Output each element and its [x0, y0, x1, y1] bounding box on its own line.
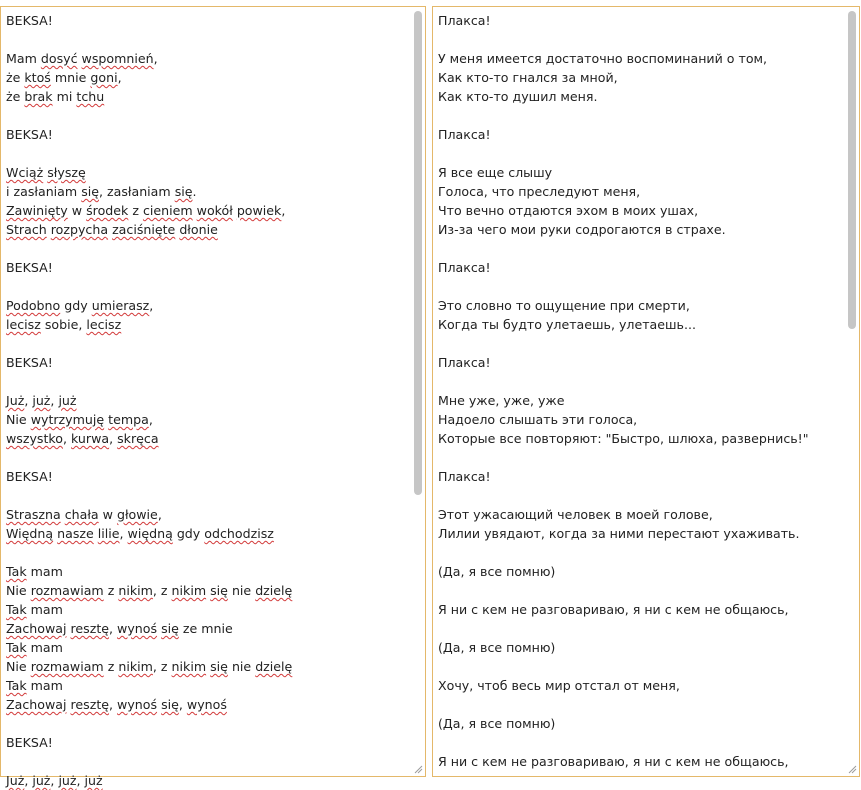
lyric-line: [438, 581, 843, 600]
lyric-line: Надоело слышать эти голоса,: [438, 412, 638, 427]
lyric-line: Я ни с кем не разговариваю, я ни с кем не общаюсь,: [438, 602, 789, 617]
lyric-line: Которые все повторяют: "Быстро, шлюха, развернись!": [438, 431, 809, 446]
lyric-line: lecisz sobie, lecisz: [6, 317, 122, 332]
lyric-line: [438, 619, 843, 638]
lyric-line: Этот ужасающий человек в моей голове,: [438, 507, 713, 522]
resize-grip-icon[interactable]: [413, 764, 423, 774]
lyric-line: BEKSA!: [6, 127, 53, 142]
lyric-line: [6, 106, 409, 125]
lyric-line: BEKSA!: [6, 469, 53, 484]
lyric-line: Лилии увядают, когда за ними перестают ухаживать.: [438, 526, 800, 541]
lyric-line: Плакса!: [438, 260, 491, 275]
lyric-line: Голоса, что преследуют меня,: [438, 184, 641, 199]
left-scrollbar-thumb[interactable]: [414, 11, 422, 495]
lyric-line: [6, 144, 409, 163]
lyric-line: Когда ты будто улетаешь, улетаешь...: [438, 317, 696, 332]
lyric-line: Я все еще слышу: [438, 165, 553, 180]
lyric-line: [438, 277, 843, 296]
lyric-line: Już, już, już: [6, 393, 77, 408]
lyric-line: [438, 30, 843, 49]
lyric-line: Zawinięty w środek z cieniem wokół powiek,: [6, 203, 286, 218]
lyric-line: Więdną nasze lilie, więdną gdy odchodzisz: [6, 526, 274, 541]
lyric-line: Zachowaj resztę, wynoś się, wynoś: [6, 697, 227, 712]
lyric-line: [6, 752, 409, 771]
lyric-line: Zachowaj resztę, wynoś się ze mnie: [6, 621, 233, 636]
lyric-line: Wciąż słyszę: [6, 165, 86, 180]
lyric-line: [438, 239, 843, 258]
lyric-line: [6, 30, 409, 49]
lyric-line: [6, 334, 409, 353]
lyric-line: [6, 543, 409, 562]
lyric-line: że brak mi tchu: [6, 89, 105, 104]
right-scrollbar-thumb[interactable]: [848, 11, 856, 329]
lyric-line: wszystko, kurwa, skręca: [6, 431, 159, 446]
lyric-line: [438, 486, 843, 505]
lyric-line: Podobno gdy umierasz,: [6, 298, 154, 313]
lyric-line: [438, 657, 843, 676]
lyric-line: Что вечно отдаются эхом в моих ушах,: [438, 203, 699, 218]
lyric-line: Tak mam: [6, 564, 63, 579]
lyric-line: [438, 695, 843, 714]
lyric-line: [6, 372, 409, 391]
lyric-line: (Да, я все помню): [438, 564, 556, 579]
lyric-line: Плакса!: [438, 127, 491, 142]
lyric-line: [438, 106, 843, 125]
lyric-line: BEKSA!: [6, 13, 53, 28]
lyric-line: Как кто-то гнался за мной,: [438, 70, 618, 85]
lyric-line: BEKSA!: [6, 735, 53, 750]
lyric-line: i zasłaniam się, zasłaniam się.: [6, 184, 197, 199]
lyric-line: [6, 239, 409, 258]
source-lyrics-pane[interactable]: [0, 6, 426, 788]
lyric-line: Плакса!: [438, 13, 491, 28]
lyric-line: Из-за чего мои руки содрогаются в страхе.: [438, 222, 726, 237]
lyric-line: Плакса!: [438, 469, 491, 484]
lyric-line: Хочу, чтоб весь мир отстал от меня,: [438, 678, 680, 693]
lyric-line: Как кто-то душил меня.: [438, 89, 598, 104]
lyric-line: (Да, я все помню): [438, 640, 556, 655]
lyric-line: Nie rozmawiam z nikim, z nikim się nie dzielę: [6, 659, 293, 674]
lyric-line: Nie wytrzymuję tempa,: [6, 412, 153, 427]
resize-grip-icon[interactable]: [847, 764, 857, 774]
lyric-line: (Да, я все помню): [438, 716, 556, 731]
lyric-line: [438, 372, 843, 391]
lyric-line: BEKSA!: [6, 260, 53, 275]
lyric-line: że ktoś mnie goni,: [6, 70, 122, 85]
lyric-line: Tak mam: [6, 678, 63, 693]
lyric-line: Tak mam: [6, 602, 63, 617]
lyric-line: Tak mam: [6, 640, 63, 655]
lyric-line: [438, 733, 843, 752]
lyric-line: [438, 144, 843, 163]
lyric-line: [6, 486, 409, 505]
lyric-line: Mam dosyć wspomnień,: [6, 51, 158, 66]
lyric-line: Это словно то ощущение при смерти,: [438, 298, 690, 313]
lyric-line: [6, 277, 409, 296]
lyric-line: [438, 334, 843, 353]
lyric-line: Плакса!: [438, 355, 491, 370]
source-lyrics-textarea[interactable]: [6, 7, 409, 788]
lyric-line: [438, 543, 843, 562]
lyric-line: Nie rozmawiam z nikim, z nikim się nie dzielę: [6, 583, 293, 598]
left-scrollbar[interactable]: [411, 7, 425, 776]
lyric-line: [438, 448, 843, 467]
lyric-line: Я ни с кем не разговариваю, я ни с кем не общаюсь,: [438, 754, 789, 769]
lyric-line: У меня имеется достаточно воспоминаний о том,: [438, 51, 768, 66]
right-scrollbar[interactable]: [845, 7, 859, 776]
translation-lyrics-textarea[interactable]: [438, 7, 843, 776]
lyric-line: Мне уже, уже, уже: [438, 393, 565, 408]
translation-lyrics-pane[interactable]: [432, 6, 860, 777]
lyric-line: Strach rozpycha zaciśnięte dłonie: [6, 222, 218, 237]
lyric-line: [6, 448, 409, 467]
lyric-line: BEKSA!: [6, 355, 53, 370]
lyric-line: Już, już, już, już: [6, 773, 103, 788]
lyric-line: Straszna chała w głowie,: [6, 507, 162, 522]
lyric-line: [6, 714, 409, 733]
